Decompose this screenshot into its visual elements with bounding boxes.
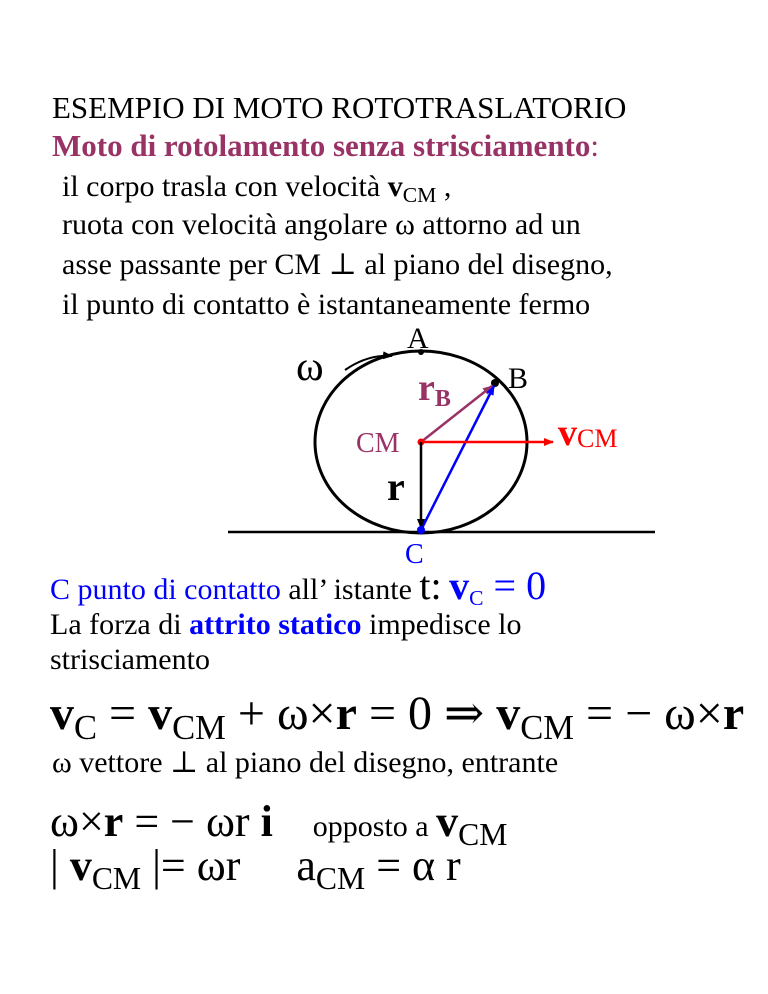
- r-label: r: [387, 464, 405, 509]
- eq2-r: r: [103, 797, 124, 846]
- line8-pre: La forza di: [50, 608, 190, 641]
- time-label: t:: [419, 563, 442, 608]
- text-line-rotation: ruota con velocità angolare ω attorno ad un: [62, 208, 581, 241]
- subtitle-colon: :: [590, 128, 600, 163]
- rb-symbol: r: [418, 367, 435, 409]
- text-line-axis: asse passante per CM ⊥ al piano del disegno,: [62, 248, 613, 281]
- eq1-s3: CM: [520, 708, 574, 747]
- eq3-s: CM: [91, 860, 142, 896]
- point-b-label: B: [508, 362, 529, 395]
- point-a-label: A: [407, 322, 429, 355]
- eq2-a: ω×: [50, 797, 104, 846]
- line3-post: ,: [436, 170, 452, 203]
- eq2-v: v: [436, 797, 459, 846]
- line8-post: impedisce lo: [361, 608, 522, 641]
- equation-vc: [50, 687, 745, 747]
- contact-point-line: [50, 563, 547, 611]
- point-b-dot: [491, 379, 499, 387]
- eq1-d: = − ω×: [574, 687, 723, 740]
- friction-line: [50, 610, 522, 640]
- omega-vector-line: ω vettore ⊥ al piano del disegno, entrante: [52, 746, 559, 779]
- subtitle-bold: Moto di rotolamento senza strisciamento: [52, 128, 591, 163]
- eq1-s1: C: [74, 708, 98, 747]
- eq1-v1: v: [50, 687, 74, 740]
- eq1-b: + ω×: [225, 687, 336, 740]
- eq2-s: CM: [458, 816, 508, 852]
- page-title: ESEMPIO DI MOTO ROTOTRASLATORIO: [52, 90, 627, 125]
- eq3-d: = α r: [365, 841, 461, 890]
- eq2-b: = − ωr: [123, 797, 261, 846]
- equation-omega-cross-r: [50, 797, 508, 852]
- vc-subscript: C: [469, 586, 484, 611]
- text-line-contact: il punto di contatto è istantaneamente fermo: [62, 288, 591, 321]
- eq1-v3: v: [496, 687, 521, 740]
- line3-pre: il corpo trasla con velocità: [62, 170, 388, 203]
- cm-label: CM: [356, 428, 400, 459]
- vcm-subscript: CM: [402, 183, 437, 208]
- eq3-a: |: [50, 841, 70, 890]
- rb-label: [418, 367, 451, 412]
- vc-symbol: v: [449, 563, 470, 608]
- eq1-a: =: [97, 687, 149, 740]
- eq2-i: i: [260, 797, 273, 846]
- rb-subscript: B: [434, 386, 451, 412]
- omega-label: ω: [296, 344, 324, 390]
- eq1-r1: r: [335, 687, 357, 740]
- line7-mid: all’ istante: [280, 573, 420, 606]
- eq3-cs: CM: [315, 860, 366, 896]
- eq1-c: = 0 ⇒: [356, 687, 497, 740]
- eq1-v2: v: [148, 687, 173, 740]
- contact-point-text: C punto di contatto: [50, 573, 281, 606]
- vcm-diagram-subscript: CM: [577, 424, 618, 453]
- vcm-symbol: v: [387, 170, 403, 203]
- eq3-v: v: [69, 841, 92, 890]
- vcm-diagram-symbol: v: [558, 412, 577, 454]
- point-c-label: C: [405, 539, 424, 570]
- vcm-diagram-label: [558, 412, 617, 454]
- eq2-c: opposto a: [312, 810, 437, 843]
- point-c-dot: [417, 526, 425, 534]
- vc-equals-zero: = 0: [483, 563, 547, 608]
- static-friction-text: attrito statico: [189, 608, 362, 641]
- friction-line-cont: strisciamento: [50, 643, 210, 676]
- eq1-s2: CM: [172, 708, 226, 747]
- eq3-c: a: [296, 841, 316, 890]
- eq1-r2: r: [722, 687, 745, 740]
- equation-magnitudes: [50, 841, 461, 896]
- eq3-b: |= ωr: [141, 841, 241, 890]
